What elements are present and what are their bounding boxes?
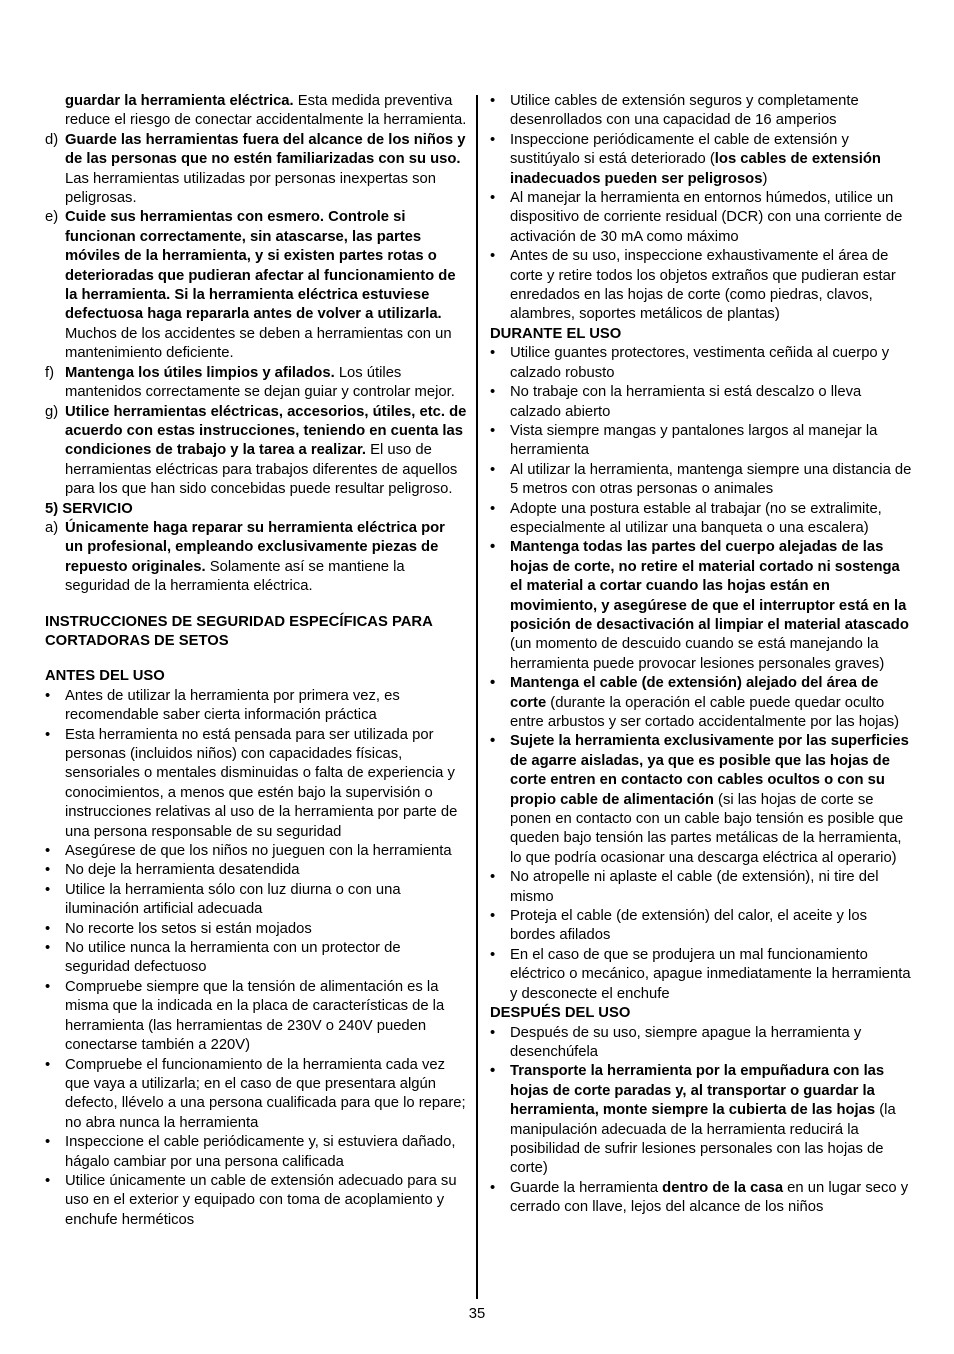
list-item: • Proteja el cable (de extensión) del calor, el aceite y los bordes afilados [490, 908, 867, 944]
list-item: • Inspeccione el cable periódicamente y, si estuviera dañado, hágalo cambiar por una persona calificada [45, 1134, 456, 1170]
list-item: • Utilice guantes protectores, vestimenta ceñida al cuerpo y calzado robusto [490, 345, 890, 381]
bullet-icon: • [490, 131, 496, 148]
item-marker: e) [45, 209, 59, 226]
list-item: • Mantenga el cable (de extensión) alejado del área de corte (durante la operación el cable puede quedar oculto entre arbustos y ser cortado accidentalmente por las hojas) [490, 675, 900, 730]
list-item: • Utilice únicamente un cable de extensión adecuado para su uso en el exterior y equipado con toma de acoplamiento y enchufe herméticos [45, 1172, 457, 1228]
bullet-icon: • [45, 687, 51, 704]
list-item: • Adopte una postura estable al trabajar (no se extralimite, especialmente al utilizar una banqueta o una escalera) [490, 500, 882, 536]
column-divider [476, 95, 478, 1299]
list-item: • No trabaje con la herramienta si está descalzo o lleva calzado abierto [490, 384, 862, 420]
list-item: • No deje la herramienta desatendida [45, 861, 467, 880]
list-item: • Compruebe el funcionamiento de la herramienta cada vez que vaya a utilizarla; en el caso de que presentara algún defecto, llévelo a una persona cualificada para que lo repare; no abra nunca la herramienta [45, 1056, 466, 1131]
item-d: d) Guarde las herramientas fuera del alcance de los niños y de las personas que no estén familiarizadas con su uso. Las herramientas utilizadas por personas inexpertas son peligrosas. [45, 131, 466, 207]
bullet-icon: • [45, 978, 51, 995]
servicio-heading: 5) SERVICIO [45, 500, 133, 517]
bullet-icon: • [490, 190, 496, 207]
bullet-icon: • [45, 726, 51, 743]
bullet-icon: • [45, 1172, 51, 1189]
list-item: • Mantenga todas las partes del cuerpo alejadas de las hojas de corte, no retire el material cortado ni sostenga el material a cortar cuando las hojas están en movimiento, y asegúrese de que el interruptor está en la posición de desactivación al limpiar el material atascado (un momento de descuido cuando se está manejando la herramienta puede provocar lesiones personales graves) [490, 539, 909, 672]
item-marker: d) [45, 131, 59, 148]
list-item: • Transporte la herramienta por la empuñadura con las hojas de corte paradas y, al transportar o guardar la herramienta, monte siempre la cubierta de las hojas (la manipulación adecuada de la herramienta reducirá la posibilidad de sufrir lesiones personales con las hojas de corte) [490, 1063, 896, 1177]
bullet-icon: • [490, 461, 496, 478]
spacer [45, 597, 467, 613]
list-item: • Utilice cables de extensión seguros y completamente desenrollados con una capacidad de 16 amperios [490, 93, 859, 129]
bullet-icon: • [45, 862, 51, 879]
bullet-icon: • [45, 881, 51, 898]
antes-heading: ANTES DEL USO [45, 668, 165, 685]
list-item: • Esta herramienta no está pensada para ser utilizada por personas (incluidos niños) con capacidades físicas, sensoriales o mentales disminuidas o falta de experiencia y conocimientos, a menos que estén bajo la supervisión o instrucciones relativas al uso de la herramienta por parte de una persona responsable de su seguridad [45, 726, 458, 840]
despues-heading: DESPUÉS DEL USO [490, 1005, 631, 1022]
list-item: • No utilice nunca la herramienta con un protector de seguridad defectuoso [45, 940, 401, 976]
list-item: • Al utilizar la herramienta, mantenga siempre una distancia de 5 metros con otras personas o animales [490, 461, 912, 498]
list-item: • Vista siempre mangas y pantalones largos al manejar la herramienta [490, 422, 878, 459]
bullet-icon: • [45, 940, 51, 957]
bullet-icon: • [490, 908, 496, 925]
item-f: f) Mantenga los útiles limpios y afilados. Los útiles mantenidos correctamente se dejan guiar y controlar mejor. [45, 364, 455, 401]
bullet-icon: • [45, 1056, 51, 1073]
list-item: • Guarde la herramienta dentro de la casa en un lugar seco y cerrado con llave, lejos del alcance de los niños [490, 1179, 909, 1216]
list-item: • Antes de su uso, inspeccione exhaustivamente el área de corte y retire todos los objetos extraños que pudieran estar enredados en las hojas de corte (como piedras, clavos, alambres, soportes metálicos de plantas) [490, 248, 896, 323]
bullet-icon: • [490, 1063, 496, 1080]
bullet-icon: • [490, 869, 496, 886]
spacer [45, 651, 467, 667]
bullet-icon: • [490, 946, 496, 963]
right-column [490, 92, 912, 1218]
list-item: • No recorte los setos si están mojados [45, 920, 467, 939]
durante-heading: DURANTE EL USO [490, 325, 622, 342]
bullet-icon: • [490, 733, 496, 750]
specific-heading: INSTRUCCIONES DE SEGURIDAD ESPECÍFICAS PARA CORTADORAS DE SETOS [45, 613, 433, 649]
item-a: a) Únicamente haga reparar su herramienta eléctrica por un profesional, empleando exclusivamente piezas de repuesto originales. Solamente así se mantiene la seguridad de la herramienta eléctrica. [45, 519, 445, 595]
bullet-icon: • [490, 1024, 496, 1041]
list-item: • Compruebe siempre que la tensión de alimentación es la misma que la indicada en la placa de características de la herramienta (las herramientas de 230V o 240V pueden conectarse también a 220V) [45, 978, 445, 1054]
item-cont: guardar la herramienta eléctrica. Esta medida preventiva reduce el riesgo de conectar accidentalmente la herramienta. [65, 93, 467, 129]
item-marker: g) [45, 403, 59, 420]
bullet-icon: • [490, 422, 496, 439]
list-item: • Sujete la herramienta exclusivamente por las superficies de agarre aisladas, ya que es posible que las hojas de corte entren en contacto con cables ocultos o con su propio cable de alimentación (si las hojas de corte se ponen en contacto con un cable bajo tensión es posible que queden bajo tensión las partes metálicas de la herramienta, lo que podría ocasionar una descarga eléctrica al operario) [490, 733, 909, 866]
bullet-icon: • [45, 1134, 51, 1151]
list-item: • Al manejar la herramienta en entornos húmedos, utilice un dispositivo de corriente residual (DCR) con una corriente de activación de 30 mA como máximo [490, 190, 903, 245]
bullet-icon: • [45, 920, 51, 937]
item-e: e) Cuide sus herramientas con esmero. Controle si funcionan correctamente, sin atascarse, las partes móviles de la herramienta, y si existen partes rotas o deterioradas que pudieran afectar al funcionamiento de la herramienta. Si la herramienta eléctrica estuviese defectuosa haga repararla antes de volver a utilizarla. Muchos de los accidentes se deben a herramientas con un mantenimiento deficiente. [45, 209, 456, 362]
bullet-icon: • [490, 93, 496, 109]
bullet-icon: • [490, 248, 496, 265]
list-item: • Antes de utilizar la herramienta por primera vez, es recomendable saber cierta información práctica [45, 687, 400, 724]
list-item: • Inspeccione periódicamente el cable de extensión y sustitúyalo si está deteriorado (los cables de extensión inadecuados pueden ser peligrosos) [490, 131, 881, 187]
list-item: • En el caso de que se produjera un mal funcionamiento eléctrico o mecánico, apague inmediatamente la herramienta y desconecte el enchufe [490, 946, 911, 1002]
list-item: • Después de su uso, siempre apague la herramienta y desenchúfela [490, 1024, 862, 1060]
list-item: • No atropelle ni aplaste el cable (de extensión), ni tire del mismo [490, 869, 879, 905]
bullet-icon: • [490, 1179, 496, 1196]
list-item: • Utilice la herramienta sólo con luz diurna o con una iluminación artificial adecuada [45, 881, 401, 918]
left-column [45, 92, 467, 1230]
bullet-icon: • [45, 843, 51, 860]
item-g: g) Utilice herramientas eléctricas, accesorios, útiles, etc. de acuerdo con estas instrucciones, teniendo en cuenta las condiciones de trabajo y la tarea a realizar. El uso de herramientas eléctricas para trabajos diferentes de aquellos para los que han sido concebidas puede resultar peligroso. [45, 403, 467, 498]
bullet-icon: • [490, 384, 496, 401]
list-item: • Asegúrese de que los niños no jueguen con la herramienta [45, 842, 467, 861]
bullet-icon: • [490, 675, 496, 692]
bullet-icon: • [490, 500, 496, 517]
item-marker: a) [45, 519, 59, 536]
bullet-icon: • [490, 345, 496, 362]
page-number: 35 [468, 1306, 486, 1322]
item-marker: f) [45, 364, 55, 381]
bullet-icon: • [490, 539, 496, 556]
